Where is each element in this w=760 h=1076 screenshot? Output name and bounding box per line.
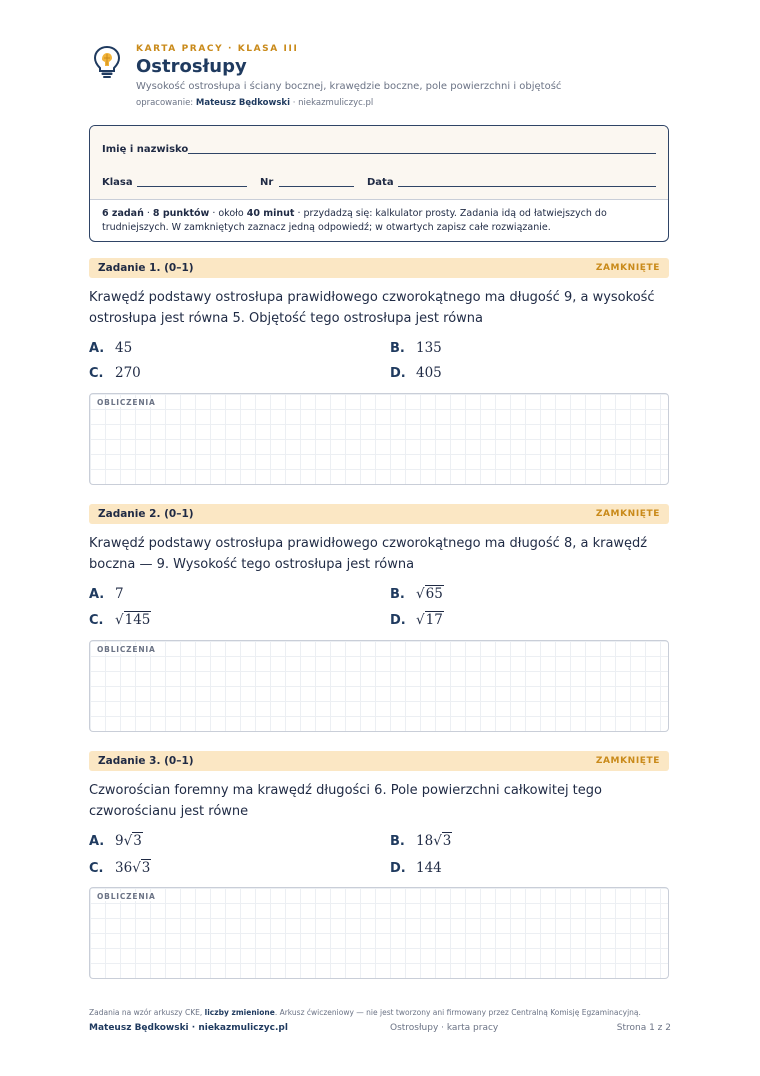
answer-value [416, 833, 452, 849]
sqrt-radicand: 3 [133, 833, 142, 849]
answer-value [416, 586, 444, 602]
task-3-answer-a[interactable] [89, 833, 143, 853]
calculation-label: OBLICZENIA [97, 892, 156, 901]
task-1-answer-d[interactable] [390, 365, 442, 385]
date-field[interactable] [398, 186, 656, 187]
footer-title: Ostrosłupy · karta pracy [390, 1023, 499, 1033]
task-1-title: Zadanie 1. (0–1) [98, 262, 194, 274]
task-1-answer-c[interactable] [89, 365, 141, 385]
task-3-calculation-area[interactable] [89, 887, 669, 979]
task-3-type: ZAMKNIĘTE [595, 756, 660, 766]
task-2-question: Krawędź podstawy ostrosłupa prawidłowego czworokątnego ma długość 8, a krawędź boczna — 9. Wysokość tego ostrosłupa jest równa [89, 536, 648, 572]
answer-value [115, 860, 151, 876]
answer-letter: A. [89, 587, 105, 602]
answer-value [416, 612, 444, 628]
answer-letter: A. [89, 341, 105, 356]
author-suffix: · niekazmuliczyc.pl [290, 98, 374, 108]
task-2-answer-a[interactable] [89, 586, 124, 606]
task-3-header [89, 751, 669, 771]
footer-note-c: . Arkusz ćwiczeniowy — nie jest tworzony ani firmowany przez Centralną Komisję Egzaminacyjną. [274, 1008, 641, 1017]
answer-value: 7 [115, 586, 124, 602]
calculation-label: OBLICZENIA [97, 398, 156, 407]
sqrt-radicand: 17 [425, 612, 443, 628]
sqrt-coefficient: 9 [115, 833, 124, 849]
answer-letter: D. [390, 861, 406, 876]
answer-letter: B. [390, 834, 405, 849]
task-2-answer-b[interactable] [390, 586, 444, 606]
footer-disclaimer [89, 1008, 679, 1017]
answer-value: 405 [416, 365, 442, 381]
calculation-label: OBLICZENIA [97, 645, 156, 654]
task-3-title: Zadanie 3. (0–1) [98, 755, 194, 767]
author-prefix: opracowanie: [136, 98, 196, 108]
sqrt-radicand: 65 [425, 586, 443, 602]
sqrt-symbol: √17 [416, 612, 443, 628]
task-2-type: ZAMKNIĘTE [595, 509, 660, 519]
answer-letter: C. [89, 613, 104, 628]
answer-value: 144 [416, 860, 442, 876]
page-number: Strona 1 z 2 [616, 1023, 671, 1033]
lightbulb-brain-icon [92, 45, 122, 79]
info-mid: · około [209, 208, 247, 219]
answer-value [115, 833, 143, 849]
task-2-answer-d[interactable] [390, 612, 444, 632]
task-3-answer-b[interactable] [390, 833, 452, 853]
nr-label: Nr [260, 177, 274, 188]
answer-letter: C. [89, 861, 104, 876]
answer-value [115, 612, 151, 628]
page-title: Ostrosłupy [136, 56, 247, 77]
task-1-answer-b[interactable] [390, 340, 442, 360]
answer-value: 45 [115, 340, 133, 356]
task-3-question: Czworościan foremny ma krawędź długości 6. Pole powierzchni całkowitej tego czworościanu jest równe [89, 783, 602, 819]
info-points: 8 punktów [152, 208, 210, 219]
info-time: 40 minut [246, 208, 295, 219]
task-1-question: Krawędź podstawy ostrosłupa prawidłowego czworokątnego ma długość 9, a wysokość ostrosłupa jest równa 5. Objętość tego ostrosłupa jest równa [89, 290, 655, 326]
footer-author: Mateusz Będkowski · niekazmuliczyc.pl [89, 1023, 288, 1033]
sqrt-radicand: 3 [141, 860, 151, 876]
author-line [136, 98, 373, 108]
sqrt-radicand: 145 [124, 612, 151, 628]
date-label: Data [367, 177, 394, 188]
footer-note-b: liczby zmienione [204, 1008, 275, 1017]
sqrt-coefficient: 18 [416, 833, 434, 849]
sqrt-radicand: 3 [442, 833, 452, 849]
footer-note-a: Zadania na wzór arkuszy CKE, [89, 1008, 205, 1017]
student-info-box [89, 125, 669, 242]
task-2-answer-c[interactable] [89, 612, 151, 632]
student-fields-area [90, 126, 668, 200]
answer-letter: C. [89, 366, 104, 381]
info-sep: · [143, 208, 153, 219]
name-label: Imię i nazwisko [102, 144, 189, 155]
task-3-answer-c[interactable] [89, 860, 151, 880]
author-name: Mateusz Będkowski [195, 98, 291, 108]
answer-letter: D. [390, 366, 406, 381]
task-1-type: ZAMKNIĘTE [595, 263, 660, 273]
nr-field[interactable] [279, 186, 354, 187]
task-2-title: Zadanie 2. (0–1) [98, 508, 194, 520]
name-field[interactable] [188, 153, 656, 154]
worksheet-info [102, 207, 658, 235]
class-field[interactable] [137, 186, 247, 187]
answer-letter: D. [390, 613, 406, 628]
sqrt-coefficient: 36 [115, 860, 133, 876]
info-tasks: 6 zadań [102, 208, 144, 219]
answer-letter: B. [390, 341, 405, 356]
class-label: Klasa [102, 177, 133, 188]
sqrt-symbol: √65 [416, 586, 443, 602]
sqrt-symbol: √145 [115, 612, 151, 628]
answer-value: 270 [115, 365, 141, 381]
worksheet-kicker: KARTA PRACY · KLASA III [136, 44, 299, 54]
page-subtitle: Wysokość ostrosłupa i ściany bocznej, krawędzie boczne, pole powierzchni i objętość [136, 81, 562, 92]
page-header [89, 42, 679, 112]
task-1-header [89, 258, 669, 278]
info-rest: · przydadzą się: kalkulator prosty. Zadania idą od łatwiejszych do trudniejszych. W zamkniętych zaznacz jedną odpowiedź; w otwartych zapisz całe rozwiązanie. [102, 208, 607, 233]
task-2-calculation-area[interactable] [89, 640, 669, 732]
sqrt-symbol: √3 [132, 860, 151, 876]
answer-value: 135 [416, 340, 442, 356]
answer-letter: A. [89, 834, 105, 849]
task-3-answer-d[interactable] [390, 860, 442, 880]
sqrt-symbol: √3 [433, 833, 452, 849]
sqrt-symbol: √3 [123, 833, 142, 849]
task-1-answer-a[interactable] [89, 340, 132, 360]
task-2-header [89, 504, 669, 524]
answer-letter: B. [390, 587, 405, 602]
task-1-calculation-area[interactable] [89, 393, 669, 485]
